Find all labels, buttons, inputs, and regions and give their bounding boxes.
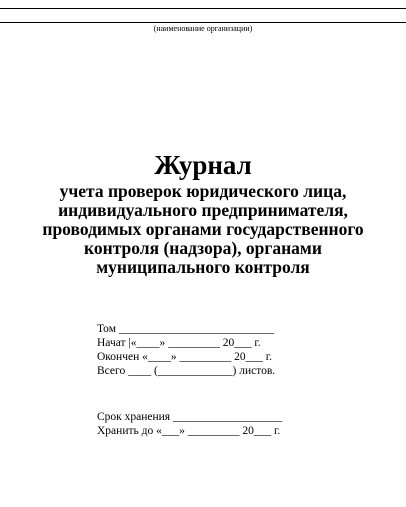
subtitle-line: учета проверок юридического лица,: [59, 181, 347, 201]
subtitle-line: контроля (надзора), органами: [84, 238, 322, 258]
organization-line-bottom: [0, 22, 406, 23]
journal-title: Журнал: [154, 150, 252, 180]
started-field: Начат |«____» _________ 20___ г.: [97, 337, 261, 349]
retention-field: Срок хранения ___________________: [97, 411, 283, 423]
volume-field: Том ___________________________: [97, 323, 275, 335]
total-sheets-field: Всего ____ (_____________) листов.: [97, 365, 276, 377]
subtitle-line: индивидуального предпринимателя,: [58, 200, 348, 220]
journal-subtitle: [0, 182, 406, 277]
volume-fields: [97, 322, 275, 378]
subtitle-line: муниципального контроля: [96, 257, 310, 277]
keep-until-field: Хранить до «___» _________ 20___ г.: [97, 425, 281, 437]
storage-fields: [97, 410, 282, 438]
finished-field: Окончен «____» _________ 20___ г.: [97, 351, 273, 363]
organization-caption: (наименование организации): [153, 24, 253, 33]
subtitle-line: проводимых органами государственного: [42, 219, 364, 239]
organization-line-top: [0, 8, 406, 9]
